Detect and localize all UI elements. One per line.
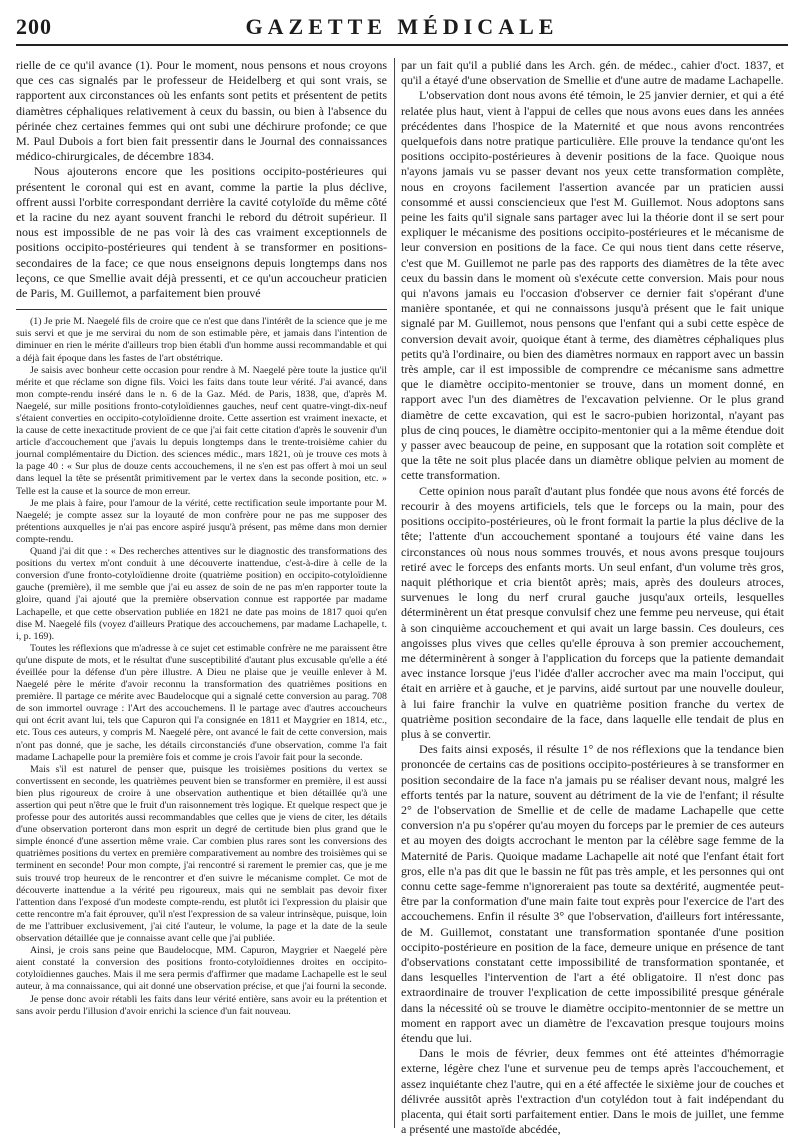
- footnote-paragraph: Toutes les réflexions que m'adresse à ce sujet cet estimable confrère ne me paraissent être qu'une dispute de mots, et le résultat d'une susceptibilité d'autant plus excusable qu'elle a été éveillée pour la défense d'un père illustre. A Dieu ne plaise que je veuille enlever à M. Naegelé père le mérite d'avoir reconnu la transformation des quatrièmes positions en première. Il partage ce mérite avec Baudelocque qui a signalé cette conversion au parag. 708 de son immortel ouvrage : l'Art des accouchemens. Il le partage avec d'autres accoucheurs qui ont écrit avant lui, tels que Capuron qui l'a consignée en 1811 et Maygrier en 1814, etc., etc. Tous ces auteurs, y compris M. Naegelé père, ont avancé le fait de cette conversion, mais n'ont pas donné, que je sache, les détails circonstanciés d'une observation, comme l'a fait madame Lachapelle pour la première fois et comme je crois l'avoir fait pour la seconde.: [16, 642, 387, 763]
- footnote-divider: [16, 309, 387, 310]
- footnote-paragraph: Je saisis avec bonheur cette occasion pour rendre à M. Naegelé père toute la justice qu'il mérite et que réclame son digne fils. Voici les faits dans toute leur vérité. J'ai avancé, dans mon compte-rendu inséré dans le n. 6 de la Gaz. Méd. de Paris, 1838, que, d'après M. Naegelé, sur mille positions fronto-cotyloïdiennes gauches, neuf cent quatre-vingt-dix-neuf s'étaient converties en occipito-cotyloïdienne droite. Cette assertion est vraiment inexacte, et la cause de cette inexactitude provient de ce que j'ai fait cette citation d'après le souvenir d'un article d'accouchement que j'avais lu depuis longtemps dans le trente-troisième cahier du journal complémentaire du Diction. des sciences médic., mars 1821, où je trouve ces mots à la page 40 : « Sur plus de douze cents accouchemens, il ne s'en est pas offert à moi un seul dans lequel la tête se présentât primitivement par le vertex dans la seconde position, etc. » Telle est la cause et la source de mon erreur.: [16, 364, 387, 497]
- body-paragraph: Des faits ainsi exposés, il résulte 1° de nos réflexions que la tendance bien prononcée de certains cas de positions occipito-postérieures à se transformer en position secondaire de la face n'a jamais pu se réaliser devant nous, malgré les efforts tentés par la nature, souvent au détriment de la vie de l'enfant; il résulte 2° de l'observation de Smellie et de celle de madame Lachapelle que cette conversion n'a pu s'opérer qu'au moyen du forceps par le premier de ces auteurs et au moyen des doigts accrochant le menton par la célèbre sage femme de la Maternité de Paris. Quoique madame Lachapelle ait noté que l'enfant était fort gros, elle n'a pas dit que le bassin ne fût pas très ample, et les personnes qui ont connu cette sage-femme n'ignoreraient pas toute sa dextérité, augmentée peut-être par la conformation d'une main faite tout exprès pour l'exercice de l'art des accouchemens. Enfin il résulte 3° que l'observation, d'ailleurs fort intéressante, de M. Guillemot, constatant une transformation spontanée d'une position occipito-postérieure en position de la face, demeure unique en présence de tant d'observations constatant cette impossibilité de transformation spontanée, et dans lesquelles l'intervention de l'art a été obligatoire. Il n'est donc pas extraordinaire de trouver l'explication de cette impossibilité presque générale dans la nécessité où se trouve le diamètre occipito-mentonnier de se mettre un moment en rapport avec un diamètre de l'excavation presque toujours moins étendu que lui.: [401, 742, 784, 1045]
- footnote-paragraph: Je me plais à faire, pour l'amour de la vérité, cette rectification seule importante pour M. Naegelé; je compte assez sur la loyauté de mon confrère pour ne pas me supposer des prétentions auxquelles je n'ai pas encore aspiré jusqu'à présent, pas même dans mon dernier compte-rendu.: [16, 497, 387, 545]
- right-column: [401, 58, 784, 1137]
- body-paragraph: Dans le mois de février, deux femmes ont été atteintes d'hémorragie externe, légère chez l'une et survenue peu de temps après l'accouchement, et assez inquiétante chez l'autre, qui en a été affectée le sixième jour de couches et délivrée aussitôt après l'extraction d'un cotylédon tout à fait indépendant du placenta, qui était sorti parfaitement entier. Dans le mois de juillet, une femme a présenté une mastoïde abcédée,: [401, 1046, 784, 1137]
- body-paragraph: Nous ajouterons encore que les positions occipito-postérieures qui présentent le coronal qui est en avant, comme la partie la plus déclive, offrent aussi l'orbite correspondant derrière la cavité cotyloïde du même côté et la racine du nez ayant souvent franchi le rebord du détroit supérieur. Il nous est impossible de ne pas voir là des cas vraiment exceptionnels de positions occipito-postérieures qui tendent à se transformer en positions-secondaires de la face; ce que nous enseignons depuis longtemps dans nos leçons, ce que Smellie avait déjà pressenti, et ce qu'un accoucheur praticien de Paris, M. Guillemot, a parfaitement bien prouvé: [16, 164, 387, 301]
- column-divider: [394, 58, 395, 1128]
- footnote-paragraph: (1) Je prie M. Naegelé fils de croire que ce n'est que dans l'intérêt de la science que je me suis servi et que je me servirai du nom de son estimable père, et jamais dans l'intention de diminuer en rien le mérite d'ailleurs trop bien établi d'un homme aussi recommandable et qui a déjà fait époque dans les fastes de l'art obstétrique.: [16, 316, 387, 364]
- body-paragraph: Cette opinion nous paraît d'autant plus fondée que nous avons été forcés de recourir à des moyens artificiels, tels que le forceps ou la main, pour des positions occipito-postérieures, où le front formait la partie la plus déclive de la tête; l'attente d'un accouchement spontané a toujours été vaine dans les circonstances où nous nous sommes trouvés, et nous avons presque toujours retiré avec le forceps des enfants morts. Un seul enfant, d'un volume très gros, naquit pléthorique et cria bientôt après; mais, après des douleurs atroces, survenues le long du nerf crural gauche jusqu'aux orteils, lesquelles déterminèrent un état presque convulsif chez une femme peu nerveuse, qui était à son cinquième accouchement et qui avait un large bassin. Ces douleurs, ces angoisses plus vives que celles qu'elle éprouva à son premier accouchement, me déterminèrent à songer à l'application du forceps que la patiente demandait avec instance lorsque j'eus l'idée d'aller accrocher avec ma main l'occiput, qui était en arrière et à gauche, et je parvins, aidé surtout par une nouvelle douleur, à lui faire franchir la vulve en quatrième position franche du vertex de quatrième position secondaire de la face, dans laquelle elle tendait de plus en plus à se convertir.: [401, 483, 784, 741]
- body-paragraph: rielle de ce qu'il avance (1). Pour le moment, nous pensons et nous croyons que ces cas signalés par le professeur de Heidelberg et qui sont vrais, se rapportent aux circonstances où les enfants sont petits et présentent de petits diamètres céphaliques relativement à ceux du bassin, ou bien à l'absence du périnée chez certaines femmes qui ont subi une déchirure profonde; ce que M. Paul Dubois a fort bien fait pressentir dans le Journal des connaissances médico-chirurgicales, de décembre 1834.: [16, 58, 387, 164]
- page-number: 200: [16, 14, 52, 39]
- footnote-paragraph: Je pense donc avoir rétabli les faits dans leur vérité entière, sans avoir eu la prétention et sans avoir perdu l'illusion d'avoir enrichi la science d'un fait nouveau.: [16, 993, 387, 1017]
- footnote-paragraph: Ainsi, je crois sans peine que Baudelocque, MM. Capuron, Maygrier et Naegelé père aient constaté la conversion des positions fronto-cotyloïdiennes droites en occipito-cotyloïdiennes gauches. Mais il me sera permis d'affirmer que madame Lachapelle est le seul auteur, à ma connaissance, qui ait donné une observation précise, et que j'ai fourni la seconde.: [16, 945, 387, 993]
- footnote-paragraph: Quand j'ai dit que : « Des recherches attentives sur le diagnostic des transformations des positions du vertex m'ont conduit à une découverte inattendue, c'est-à-dire à celle de la conversion d'une fronto-cotyloïdienne droite (quatrième position) en occipito-cotyloïdienne gauche (première), il me semble que j'ai eu assez de soin de ne pas m'en rapporter toute la gloire, quand j'ai ajouté que la première observation connue est rapportée par madame Lachapelle, et que cette observation publiée en 1821 ne date pas moins de 1817 quoi qu'en dise M. Naegelé fils (voyez d'ailleurs Pratique des accouchemens, par madame Lachapelle, t. i, p. 169).: [16, 546, 387, 642]
- body-paragraph: L'observation dont nous avons été témoin, le 25 janvier dernier, et qui a été relatée plus haut, vient à l'appui de celles que nous avons eues dans les années précédentes dans l'hospice de la Maternité et que nous avons rencontrées quelquefois dans notre pratique particulière. Elle prouve la tendance qu'ont les positions occipito-postérieures à devenir positions de la face. Quoique nous n'ayons jamais vu se passer devant nos yeux cette transformation complète, nous en croyons facilement l'assertion avancée par un praticien aussi consommé et aussi consciencieux que l'est M. Guillemot. Nous adoptons sans peine les faits qu'il signale sans partager avec lui la théorie dont il se sert pour expliquer le mécanisme des positions occipito-postérieures et le mécanisme de leur conversion en positions de la face. Ce qui nous tient dans cette réserve, c'est que M. Guillemot ne parle pas des rapports des diamètres de la tête avec ceux du bassin dans le moment où s'exécute cette conversion. Mais pour nous qui n'avons jamais eu l'occasion d'observer ce dernier fait s'opérant d'une manière spontanée, et qui ne connaissons jusqu'à présent que le fait unique signalé par M. Guillemot, nous pensons que l'enfant qui a subi cette espèce de conversion devait avoir, quoique étant à terme, des diamètres céphaliques plus petits qu'à l'ordinaire, ou bien des diamètres normaux en rapport avec un bassin très ample, car il est impossible de comprendre ce mécanisme sans admettre que le diamètre occipito-mentonier se trouve, dans un moment donné, en rapport avec l'un des diamètres de l'excavation pelvienne. Or le plus grand diamètre de cette excavation, qui est le sacro-pubien horizontal, n'ayant pas plus de cinq pouces, le diamètre occipito-mentonier qui a la même étendue doit y passer avec beaucoup de peine, en supposant que la rotation soit complète et que la tête ne soit plus placée dans un diamètre oblique pelvien au moment de cette transformation.: [401, 88, 784, 483]
- body-paragraph: par un fait qu'il a publié dans les Arch. gén. de médec., cahier d'oct. 1837, et qu'il a étayé d'une observation de Smellie et d'une autre de madame Lachapelle.: [401, 58, 784, 88]
- left-column: [16, 58, 387, 1128]
- journal-title: GAZETTE MÉDICALE: [245, 14, 559, 39]
- page-header: [16, 14, 788, 46]
- footnote-paragraph: Mais s'il est naturel de penser que, puisque les troisièmes positions du vertex se convertissent en seconde, les quatrièmes peuvent bien se transformer en première, il est aussi bien plus rigoureux de croire à une observation authentique et bien détaillée qu'à une assertion qui peut n'être que le fruit d'un raisonnement très logique. Et quelque respect que je professe pour des autorités aussi recommandables que celles que je viens de citer, les détails d'une observation porteront dans mon esprit un degré de certitude bien plus grand que le simple énoncé d'une assertion même vraie. Car combien plus rares sont les conversions des quatrièmes positions du vertex en première comparativement au nombre des troisièmes qui se terminent en seconde! Pour mon compte, j'ai rencontré si rarement le premier cas, que je me suis trouvé trop heureux de le rencontrer et d'en suivre le mécanisme complet. Ce mot de découverte inattendue a la vérité peu rigoureux, mais qui ne semblait pas devoir fixer l'attention dans l'exposé d'un modeste compte-rendu, est plutôt ici l'expression du plaisir que cette rencontre m'a fait éprouver, qu'il n'est l'expression de sa valeur intrinsèque, puisque, loin de me l'attribuer exclusivement, j'ai cité l'auteur, le volume, la page et la date de la seule observation détaillée que je connaisse avant celle que j'ai publiée.: [16, 763, 387, 945]
